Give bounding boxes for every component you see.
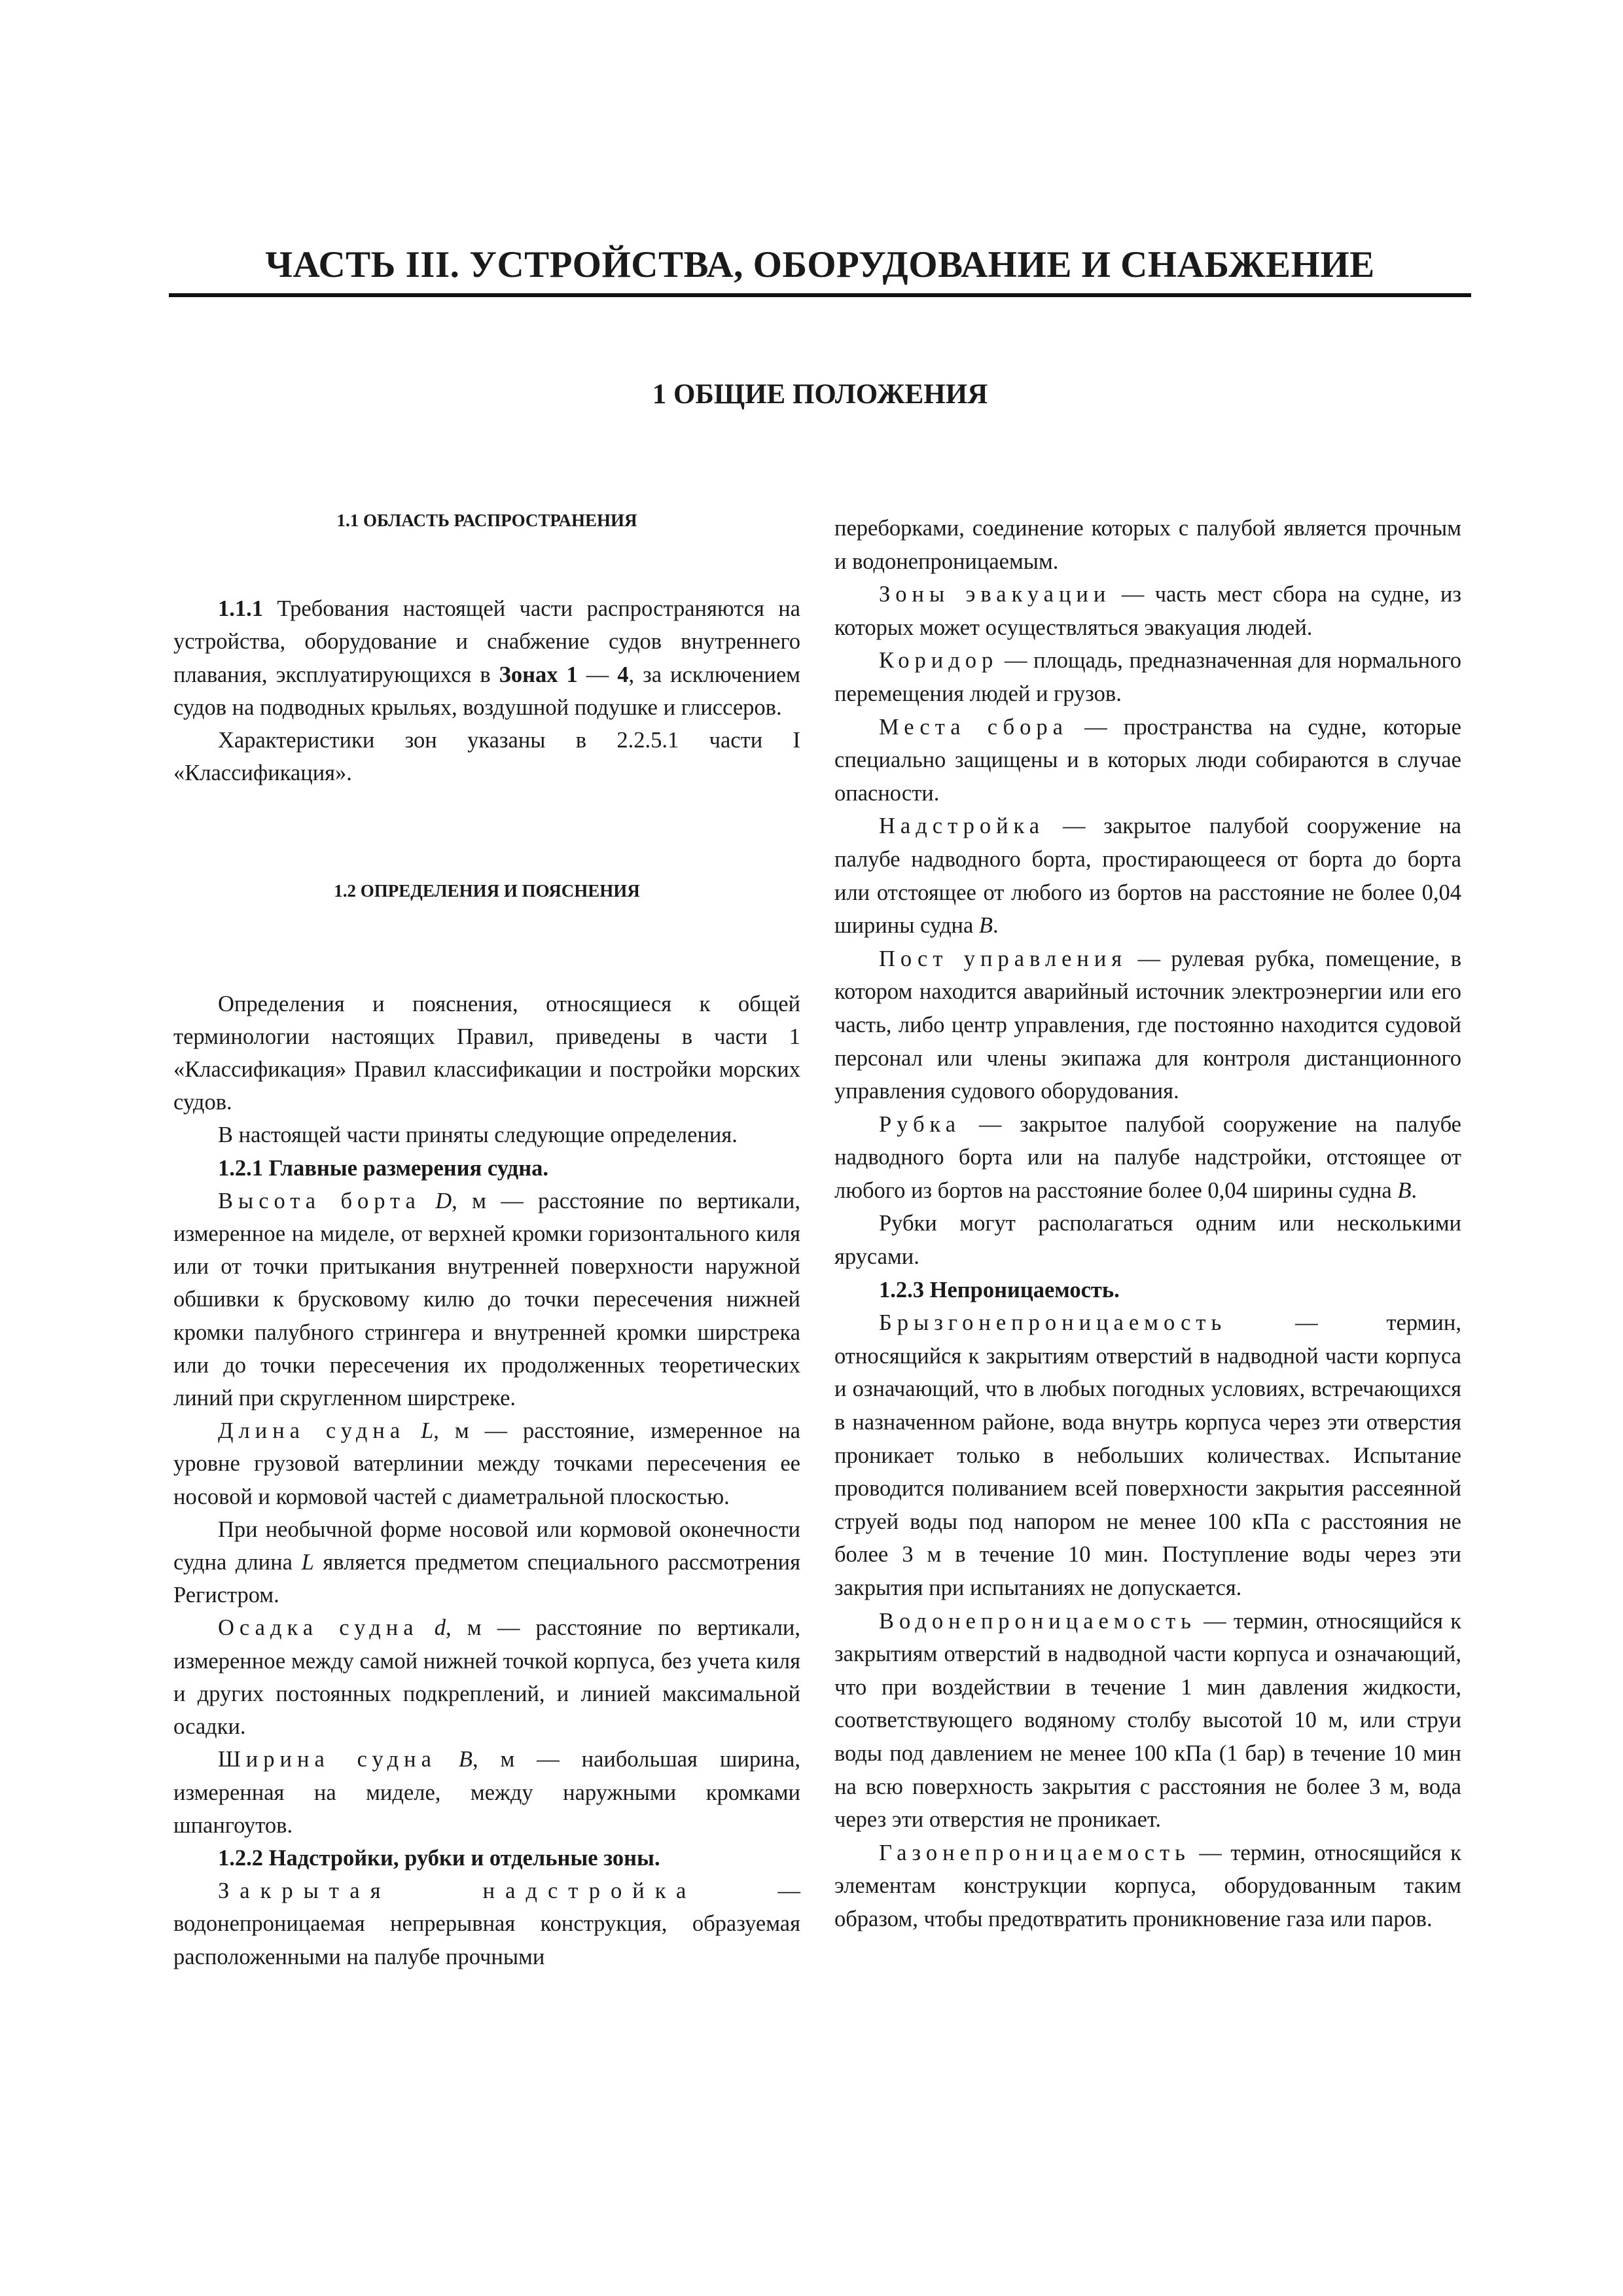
term: Пост управления (879, 946, 1128, 971)
left-column (173, 504, 800, 1973)
definition-evacuation-zones: Зоны эвакуации — часть мест сбора на судне, из которых может осуществляться эвакуация людей. (834, 582, 1461, 640)
term: Высота борта (218, 1188, 421, 1213)
term: Водонепроницаемость (879, 1608, 1196, 1634)
term: Брызгонепроницаемость (879, 1310, 1227, 1336)
paragraph-definitions-accepted: В настоящей части приняты следующие определения. (218, 1122, 738, 1148)
definition-draught: Осадка судна d, м — расстояние по вертикали, измеренное между самой нижней точкой корпуса, без учета киля и других постоянных подкреплений, и линией максимальной осадки. (173, 1615, 801, 1740)
term: Рубка (879, 1111, 961, 1137)
definition-depth: Высота борта D, м — расстояние по вертикали, измеренное на миделе, от верхней кромки горизонтального киля или от точки притыкания внутренней поверхности наружной обшивки к брусковому килю до точки пересечения нижней кромки палубного стрингера и внутренней кромки ширстрека или до точки пересечения их продолженных теоретических линий при скругленном ширстреке. (173, 1188, 800, 1411)
paragraph-zones: Характеристики зон указаны в 2.2.5.1 части I «Классификация». (173, 728, 800, 786)
definition-deckhouse: Рубка — закрытое палубой сооружение на палубе надводного борта или на палубе надстройки, отстоящее от любого из бортов на расстояние более 0,04 ширины судна B. (834, 1111, 1461, 1203)
heading-1-1: 1.1 ОБЛАСТЬ РАСПРОСТРАНЕНИЯ (336, 511, 637, 530)
heading-1-2-2: 1.2.2 Надстройки, рубки и отдельные зоны. (218, 1845, 660, 1871)
definition-enclosed-superstructure: Закрытая надстройка — водонепроницаемая непрерывная конструкция, образуемая расположенными на палубе прочными (173, 1878, 800, 1969)
section-title: 1 ОБЩИЕ ПОЛОЖЕНИЯ (652, 379, 988, 410)
title-rule (169, 293, 1471, 297)
paragraph-deckhouse-tiers: Рубки могут располагаться одним или несколькими ярусами. (834, 1211, 1461, 1270)
term: Ширина судна (218, 1747, 437, 1772)
definition-breadth: Ширина судна B, м — наибольшая ширина, измеренная на миделе, между наружными кромками шпангоутов. (173, 1747, 800, 1838)
paragraph-definitions-intro: Определения и пояснения, относящиеся к общей терминологии настоящих Правил, приведены в части 1 «Классификация» Правил классификации и постройки морских судов. (173, 991, 800, 1115)
paragraph-continuation: переборками, соединение которых с палубой является прочным и водонепроницаемым. (834, 516, 1461, 574)
term: Осадка судна (218, 1615, 419, 1641)
term: Надстройка (879, 814, 1045, 839)
part-title: ЧАСТЬ III. УСТРОЙСТВА, ОБОРУДОВАНИЕ И СНАБЖЕНИЕ (265, 244, 1375, 285)
term: Коридор (879, 648, 999, 673)
term: Газонепроницаемость (879, 1840, 1190, 1865)
term: Закрытая надстройка (218, 1878, 697, 1904)
paragraph-1-1-1: 1.1.1 Требования настоящей части распространяются на устройства, оборудование и снабжение судов внутреннего плавания, эксплуатирующихся в Зонах 1 — 4, за исключением судов на подводных крыльях, воздушной подушке и глиссеров. (173, 596, 801, 720)
definition-corridor: Коридор — площадь, предназначенная для нормального перемещения людей и грузов. (834, 648, 1461, 706)
heading-1-2-1: 1.2.1 Главные размерения судна. (218, 1155, 548, 1181)
paragraph-unusual-form: При необычной форме носовой или кормовой оконечности судна длина L является предметом специального рассмотрения Регистром. (173, 1516, 800, 1608)
definition-length: Длина судна L, м — расстояние, измеренное на уровне грузовой ватерлинии между точками пересечения ее носовой и кормовой частей с диаметральной плоскостью. (173, 1418, 800, 1509)
heading-1-2-3: 1.2.3 Непроницаемость. (879, 1277, 1120, 1302)
right-column (834, 512, 1461, 1936)
heading-1-2: 1.2 ОПРЕДЕЛЕНИЯ И ПОЯСНЕНИЯ (334, 881, 640, 901)
clause-number: 1.1.1 (218, 596, 263, 622)
definition-gastight: Газонепроницаемость — термин, относящийся к элементам конструкции корпуса, оборудованным таким образом, чтобы предотвратить проникновение газа или паров. (834, 1840, 1461, 1931)
term: Зоны эвакуации (879, 582, 1111, 607)
definition-watertight: Водонепроницаемость — термин, относящийся к закрытиям отверстий в надводной части корпуса и означающий, что при воздействии в течение 1 мин давления жидкости, соответствующего водяному столбу высотой 10 м, или струи воды под давлением не менее 100 кПа (1 бар) в течение 10 мин на всю поверхность закрытия с расстояния не более 3 м, вода через эти отверстия не проникает. (834, 1608, 1461, 1833)
definition-control-station: Пост управления — рулевая рубка, помещение, в котором находится аварийный источник электроэнергии или его часть, либо центр управления, где постоянно находится судовой персонал или члены экипажа для контроля дистанционного управления судового оборудования. (834, 946, 1461, 1104)
term: Места сбора (879, 714, 1068, 740)
definition-weathertight: Брызгонепроницаемость — термин, относящийся к закрытиям отверстий в надводной части корпуса и означающий, что в любых погодных условиях, встречающихся в назначенном районе, вода внутрь корпуса через эти отверстия проникает только в небольших количествах. Испытание проводится поливанием всей поверхности закрытия рассеянной струей воды под напором не менее 100 кПа с расстояния не более 3 м в течение 10 мин. Поступление воды через эти закрытия при испытаниях не допускается. (834, 1310, 1461, 1600)
definition-muster-stations: Места сбора — пространства на судне, которые специально защищены и в которых люди собираются в случае опасности. (834, 714, 1461, 806)
term: Длина судна (218, 1418, 406, 1444)
definition-superstructure: Надстройка — закрытое палубой сооружение на палубе надводного борта, простирающееся от борта до борта или отстоящее от любого из бортов на расстояние не более 0,04 ширины судна B. (834, 814, 1461, 939)
